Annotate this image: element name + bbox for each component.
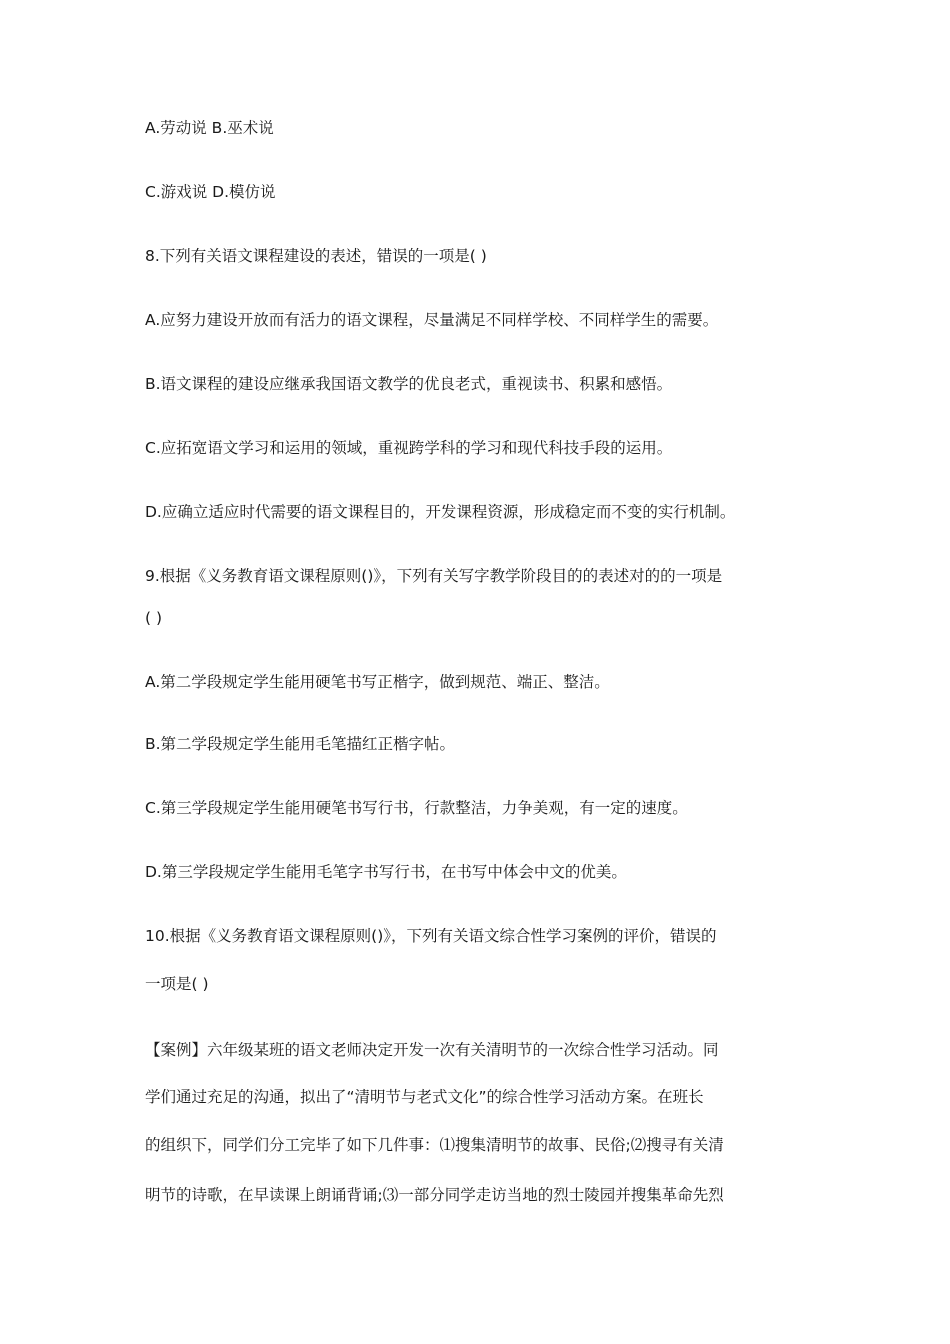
option-line: B.语文课程的建设应继承我国语文教学的优良老式，重视读书、积累和感悟。 [145, 375, 673, 393]
case-paragraph-line: 学们通过充足的沟通，拟出了“清明节与老式文化”的综合性学习活动方案。在班长 [145, 1088, 704, 1106]
option-line: C.应拓宽语文学习和运用的领域，重视跨学科的学习和现代科技手段的运用。 [145, 439, 673, 457]
question-10-cont: 一项是( ) [145, 975, 209, 993]
case-paragraph-line: 明节的诗歌，在早读课上朗诵背诵;⑶一部分同学走访当地的烈士陵园并搜集革命先烈 [145, 1186, 724, 1204]
option-line: A.第二学段规定学生能用硬笔书写正楷字，做到规范、端正、整洁。 [145, 673, 610, 691]
case-paragraph-line: 【案例】六年级某班的语文老师决定开发一次有关清明节的一次综合性学习活动。同 [145, 1041, 719, 1059]
question-9-cont: ( ) [145, 609, 163, 627]
question-8: 8.下列有关语文课程建设的表述，错误的一项是( ) [145, 247, 487, 265]
question-10: 10.根据《义务教育语文课程原则()》，下列有关语文综合性学习案例的评价，错误的 [145, 927, 717, 945]
option-line: A.劳动说 B.巫术说 [145, 119, 274, 137]
option-line: D.应确立适应时代需要的语文课程目的，开发课程资源，形成稳定而不变的实行机制。 [145, 503, 736, 521]
question-9: 9.根据《义务教育语文课程原则()》，下列有关写字教学阶段目的的表述对的的一项是 [145, 567, 723, 585]
case-paragraph-line: 的组织下，同学们分工完毕了如下几件事：⑴搜集清明节的故事、民俗;⑵搜寻有关清 [145, 1136, 724, 1154]
option-line: A.应努力建设开放而有活力的语文课程，尽量满足不同样学校、不同样学生的需要。 [145, 311, 719, 329]
option-line: C.第三学段规定学生能用硬笔书写行书，行款整洁，力争美观，有一定的速度。 [145, 799, 688, 817]
option-line: D.第三学段规定学生能用毛笔字书写行书，在书写中体会中文的优美。 [145, 863, 627, 881]
option-line: B.第二学段规定学生能用毛笔描红正楷字帖。 [145, 735, 456, 753]
option-line: C.游戏说 D.模仿说 [145, 183, 276, 201]
